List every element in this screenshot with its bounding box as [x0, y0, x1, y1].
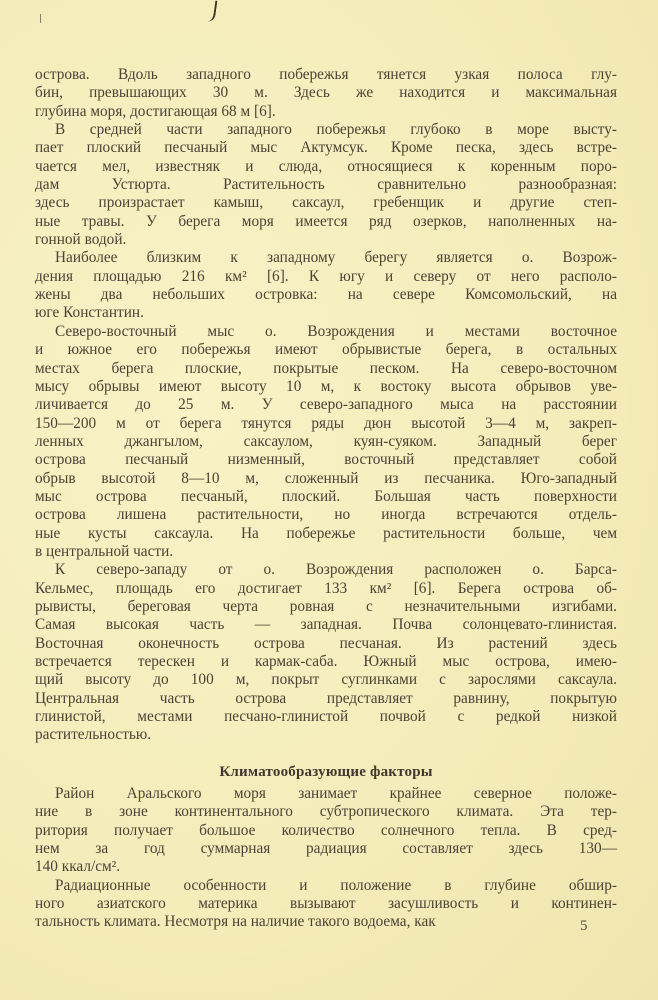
text-line: Район Аральского моря занимает крайнее северное положе- [55, 785, 617, 803]
paragraph [35, 561, 617, 744]
text-line: чается мел, известняк и слюда, относящиеся к коренным поро- [35, 157, 617, 175]
text-line: глинистой, местами песчано-глинистой почвой с редкой низкой [35, 708, 617, 726]
page-body [35, 66, 617, 932]
text-line: Наиболее близким к западному берегу является о. Возрож- [55, 249, 617, 267]
text-line: личивается до 25 м. У северо-западного мыса на расстоянии [35, 396, 617, 414]
text-line: встречается терескен и кармак-саба. Южный мыс острова, имею- [35, 653, 617, 670]
text-line: острова песчаный низменный, восточный представляет собой [35, 451, 617, 469]
text-line: бин, превышающих 30 м. Здесь же находится и максимальная [35, 84, 617, 102]
paragraph [35, 249, 617, 322]
text-line: пает плоский песчаный мыс Актумсук. Кроме песка, здесь встре- [35, 139, 617, 157]
text-line: Радиационные особенности и положение в глубине обшир- [55, 876, 617, 894]
paragraph [35, 877, 617, 932]
text-line: мысу обрывы имеют высоту 10 м, к востоку высота обрывов уве- [35, 377, 617, 395]
text-line: 140 ккал/см². [35, 858, 121, 876]
text-line: обрыв высотой 8—10 м, сложенный из песчаника. Юго-западный [35, 469, 617, 487]
text-line: ные травы. У берега моря имеется ряд озерков, наполненных на- [35, 212, 617, 230]
section-climate-factors [35, 785, 617, 932]
text-line: дения площадью 216 км² [6]. К югу и северу от него располо- [35, 267, 617, 285]
text-line: щий высоту до 100 м, покрыт суглинками с зарослями саксаула. [35, 671, 617, 689]
text-line: Восточная оконечность острова песчаная. Из растений здесь [35, 634, 617, 652]
text-line: К северо-западу от о. Возрождения расположен о. Барса- [55, 561, 617, 579]
text-line: ленных джангылом, саксаулом, куян-суяком. Западный берег [35, 432, 617, 450]
text-line: ритория получает большое количество солнечного тепла. В сред- [35, 821, 617, 839]
text-line: жены два небольших островка: на севере Комсомольский, на [35, 286, 617, 304]
text-line: Северо-восточный мыс о. Возрождения и местами восточное [55, 322, 617, 340]
text-line: юге Константин. [35, 304, 144, 322]
text-line: в центральной части. [35, 542, 174, 560]
text-line: Кельмес, площадь его достигает 133 км² [6]. Берега острова об- [35, 579, 617, 597]
paragraph [35, 785, 617, 877]
text-line: и южное его побережья имеют обрывистые берега, в остальных [35, 341, 617, 359]
text-line: ного азиатского материка вызывают засушливость и континен- [35, 895, 617, 913]
section-islands [35, 66, 617, 745]
text-line: мыс острова песчаный, плоский. Большая часть поверхности [35, 487, 617, 505]
text-line: ние в зоне континентального субтропического климата. Эта тер- [35, 803, 617, 821]
text-line: Центральная часть острова представляет равнину, покрытую [35, 689, 617, 707]
text-line: местах берега плоские, покрытые песком. На северо-восточном [35, 359, 617, 377]
text-line: растительностью. [35, 726, 152, 744]
paragraph [35, 323, 617, 561]
text-line: дам Устюрта. Растительность сравнительно разнообразная: [35, 176, 617, 194]
text-line: острова. Вдоль западного побережья тянется узкая полоса глу- [35, 66, 617, 83]
text-line: тальность климата. Несмотря на наличие такого водоема, как [35, 913, 436, 931]
text-line: рывисты, береговая черта ровная с незначительными изгибами. [35, 597, 617, 615]
text-line: нем за год суммарная радиация составляет здесь 130— [35, 840, 617, 858]
text-line: Самая высокая часть — западная. Почва солонцевато-глинистая. [35, 616, 617, 634]
section-heading: Климатообразующие факторы [219, 763, 433, 780]
text-line: 150—200 м от берега тянутся ряды дюн высотой 3—4 м, закреп- [35, 414, 617, 432]
scan-artifact-mark [205, 0, 218, 23]
text-line: ные кусты саксаула. На побережье растительности больше, чем [35, 524, 617, 542]
scan-artifact-mark [40, 14, 41, 23]
text-line: острова лишена растительности, но иногда встречаются отдель- [35, 506, 617, 524]
paragraph [35, 121, 617, 249]
text-line: гонной водой. [35, 231, 127, 249]
page-number: 5 [580, 918, 588, 934]
paragraph [35, 66, 617, 121]
text-line: В средней части западного побережья глубоко в море высту- [55, 121, 617, 139]
text-line: глубина моря, достигающая 68 м [6]. [35, 102, 276, 120]
text-line: здесь произрастает камыш, саксаул, гребенщик и другие степ- [35, 194, 617, 212]
